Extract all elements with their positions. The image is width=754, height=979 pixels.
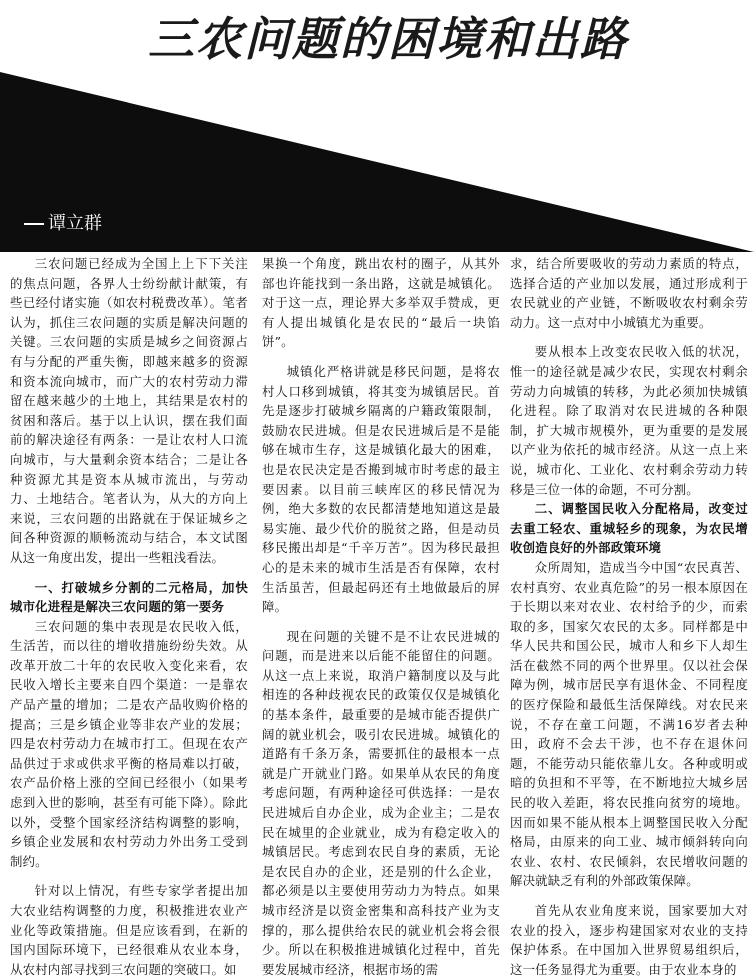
paragraph: 三农问题的集中表现是农民收入低，生活苦，而以往的增收措施纷纷失效。从改革开放二十年的农民收入变化来看，农民收入增长主要来自四个渠道：一是靠农产品产量的增加；二是农产品收购价格的提高；三是乡镇企业等非农产业的发展；四是农村劳动力在城市打工。但现在农产品供过于求或供求平衡的格局难以打破，农产品价格上涨的空间已经很小（如果考虑到入世的影响，甚至有可能下降）。除此以外，受整个国家经济结构调整的影响，乡镇企业发展和农村劳动力外出务工受到制约。 [10,618,248,869]
text-column-2 [262,254,500,977]
paragraph: 求，结合所要吸收的劳动力素质的特点，选择合适的产业加以发展，通过形成利于农民就业的产业链，不断吸收农村剩余劳动力。这一点对中小城镇尤为重要。 [510,256,748,330]
author-name: 谭立群 [48,213,102,234]
paragraph: 果换一个角度，跳出农村的圈子，从其外部也许能找到一条出路，这就是城镇化。对于这一点，理论界大多举双手赞成，更有人提出城镇化是农民的“最后一块馅饼”。 [262,256,500,350]
section-heading: 二、调整国民收入分配格局，改变过去重工轻农、重城轻乡的现象，为农民增收创造良好的外部政策环境 [510,501,748,556]
paragraph: 要从根本上改变农民收入低的状况，惟一的途径就是减少农民，实现农村剩余劳动力向城镇的转移，为此必须加快城镇化进程。除了取消对农民进城的各种限制，扩大城市规模外，更为重要的是发展以产业为依托的城市经济。从这一点上来说，城市化、工业化、农村剩余劳动力转移是三位一体的命题，不可分割。 [510,344,748,497]
byline-dash [24,223,44,225]
text-column-3 [510,254,748,977]
paragraph: 城镇化严格讲就是移民问题，是将农村人口移到城镇，将其变为城镇居民。首先是逐步打破城乡隔离的户籍政策限制，鼓励农民进城。但是农民进城后是不是能够在城市生存，这是城镇化最大的困难，也是农民决定是否搬到城市时考虑的最主要因素。以目前三峡库区的移民情况为例，绝大多数的农民都清楚地知道这是最易实施、最少代价的脱贫之路，但是动员移民搬出却是“千辛万苦”。因为移民最担心的是未来的城市生活是否有保障，农村生活虽苦，但最起码还有土地做最后的屏障。 [262,363,500,615]
paragraph: 针对以上情况，有些专家学者提出加大农业结构调整的力度，积极推进农业产业化等政策措施。但是应该看到，在新的国内国际环境下，已经很难从农业本身，从农村内部寻找到三农问题的突破口。如 [10,883,248,977]
author-byline [24,212,102,236]
paragraph: 首先从农业角度来说，国家要加大对农业的投入，逐步构建国家对农业的支持保护体系。在中国加入世界贸易组织后，这一任务显得尤为重要。由于农业本身的 [510,903,748,977]
section-heading: 一、打破城乡分割的二元格局，加快城市化进程是解决三农问题的第一要务 [10,579,248,615]
article-title: 三农问题的困境和出路 [148,12,628,66]
banner-triangle [0,72,754,252]
paragraph: 三农问题已经成为全国上上下下关注的焦点问题，各界人士纷纷献计献策，有些已经付诸实施（如农村税费改革）。笔者认为，抓住三农问题的实质是解决问题的关键。三农问题的实质是城乡之间资源占有与分配的严重失衡，即越来越多的资源和资本流向城市，而广大的农村劳动力滞留在越来越少的土地上，其结果是农村的贫困和落后。基于以上认识，摆在我们面前的解决途径有两条：一是让农村人口流向城市，与大量剩余资本结合；二是让各种资源尤其是资本从城市流出，与劳动力、土地结合。笔者认为，从大的方向上来说，三农问题的出路就在于保证城乡之间各种资源的顺畅流动与结合，本文试图从这一角度出发，提出一些粗浅看法。 [10,256,248,565]
paragraph: 众所周知，造成当今中国“农民真苦、农村真穷、农业真危险”的另一根本原因在于长期以来对农业、农村给予的少，而索取的多，国家欠农民的太多。同样都是中华人民共和国公民，城市人和乡下人却生活在截然不同的两个世界里。仅以社会保障为例，城市居民享有退休金、不同程度的医疗保险和最低生活保障线。对农民来说，不存在童工问题，不满16岁者去种田，政府不会去干涉，也不存在退休问题，不能劳动只能依靠儿女。各种或明或暗的负担和不平等，在不断地拉大城乡居民的收入差距，将农民推向贫穷的境地。因而如果不能从根本上调整国民收入分配格局，由原来的向工业、城市倾斜转向向农业、农村、农民倾斜，农民增收问题的解决就缺乏有利的外部政策保障。 [510,559,748,889]
text-column-1 [10,254,248,977]
paragraph: 现在问题的关键不是不让农民进城的问题，而是进来以后能不能留住的问题。从这一点上来说，取消户籍制度以及与此相连的各种歧视农民的政策仅仅是城镇化的基本条件，最重要的是城市能否提供广阔的就业机会，吸引农民进城。城镇化的道路有千条万条，需要抓住的最根本一点就是广开就业门路。如果单从农民的角度考虑问题，有两种途径可供选择：一是农民进城后自办企业，成为企业主；二是农民在城里的企业就业，成为有稳定收入的城镇居民。考虑到农民自身的素质，无论是农民自办的企业，还是别的什么企业，都必须是以主要使用劳动力为特点。如果城市经济是以资金密集和高科技产业为支撑的，那么提供给农民的就业机会将会很少。所以在积极推进城镇化过程中，首先要发展城市经济，根据市场的需 [262,628,500,977]
